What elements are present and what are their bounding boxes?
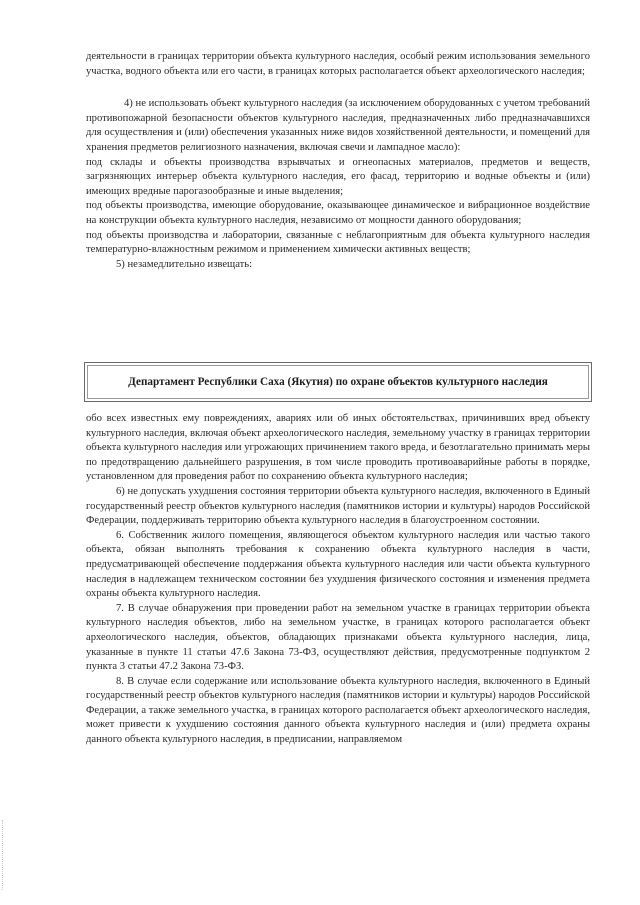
paragraph: деятельности в границах территории объекта культурного наследия, особый режим использования земельного участка, водного объекта или его части, в границах которых располагается объект археологического наследия; xyxy=(86,51,590,77)
text-block-top xyxy=(86,50,590,272)
paragraph: 6. Собственник жилого помещения, являющегося объектом культурного наследия или частью такого объекта, обязан выполнять требования к сохранению объекта культурного наследия в части, предусматривающей обеспечение поддержания объекта культурного наследия или части объекта культурного наследия в надлежащем техническом состоянии без ухудшения физического состояния и изменения предмета охраны объекта культурного наследия. xyxy=(86,529,590,600)
paragraph: 6) не допускать ухудшения состояния территории объекта культурного наследия, включенного в Единый государственный реестр объектов культурного наследия (памятников истории и культуры) народов Российской Федерации, поддерживать территорию объекта культурного наследия в благоустроенном состоянии. xyxy=(86,485,591,527)
paragraph: под объекты производства и лаборатории, связанные с неблагоприятным для объекта культурного наследия температурно-влажностным режимом и применением химически активных веществ; xyxy=(86,229,590,256)
scan-edge-marks xyxy=(2,820,5,890)
banner-title: Департамент Республики Саха (Якутия) по охране объектов культурного наследия xyxy=(128,376,548,388)
text-block-bottom xyxy=(86,412,590,748)
paragraph: обо всех известных ему повреждениях, авариях или об иных обстоятельствах, причинивших вред объекту культурного наследия, включая объект археологического наследия, земельному участку в границах территории объекта культурного наследия или угрожающих причинением такого вреда, и безотлагательно принимать меры по предотвращению дальнейшего разрушения, в том числе проводить противоаварийные работы в порядке, установленном для проведения работ по сохранению объекта культурного наследия; xyxy=(86,413,590,483)
paragraph: под объекты производства, имеющие оборудование, оказывающее динамическое и вибрационное воздействие на конструкции объекта культурного наследия, независимо от мощности данного оборудования; xyxy=(86,200,590,226)
paragraph: 8. В случае если содержание или использование объекта культурного наследия, включенного в Единый государственный реестр объектов культурного наследия (памятников истории и культуры) народов Российской Федерации, а также земельного участка, в границах которого располагается объект археологического наследия, может привести к ухудшению состояния данного объекта культурного наследия и (или) предмета охраны данного объекта культурного наследия, в предписании, направляемом xyxy=(86,675,590,746)
paragraph: под склады и объекты производства взрывчатых и огнеопасных материалов, предметов и веществ, загрязняющих интерьер объекта культурного наследия, его фасад, территорию и водные объекты и (или) имеющих вредные парогазообразные и иные выделения; xyxy=(86,156,590,197)
paragraph: 4) не использовать объект культурного наследия (за исключением оборудованных с учетом требований противопожарной безопасности объектов культурного наследия, предназначенных либо предназначавшихся для осуществления и (или) обеспечения указанных ниже видов хозяйственной деятельности, и помещений для хранения предметов религиозного назначения, включая свечи и лампадное масло): xyxy=(86,98,590,153)
paragraph: 7. В случае обнаружения при проведении работ на земельном участке в границах территории объекта культурного наследия объектов, либо на земельном участке, в границах которого располагается объект археологического наследия, объектов, обладающих признаками объекта культурного наследия, лица, указанные в пункте 11 статьи 47.6 Закона 73-ФЗ, осуществляют действия, предусмотренные подпунктом 2 пункта 3 статьи 47.2 Закона 73-ФЗ. xyxy=(86,602,590,673)
department-banner xyxy=(84,362,592,402)
paragraph: 5) незамедлительно извещать: xyxy=(116,258,253,270)
